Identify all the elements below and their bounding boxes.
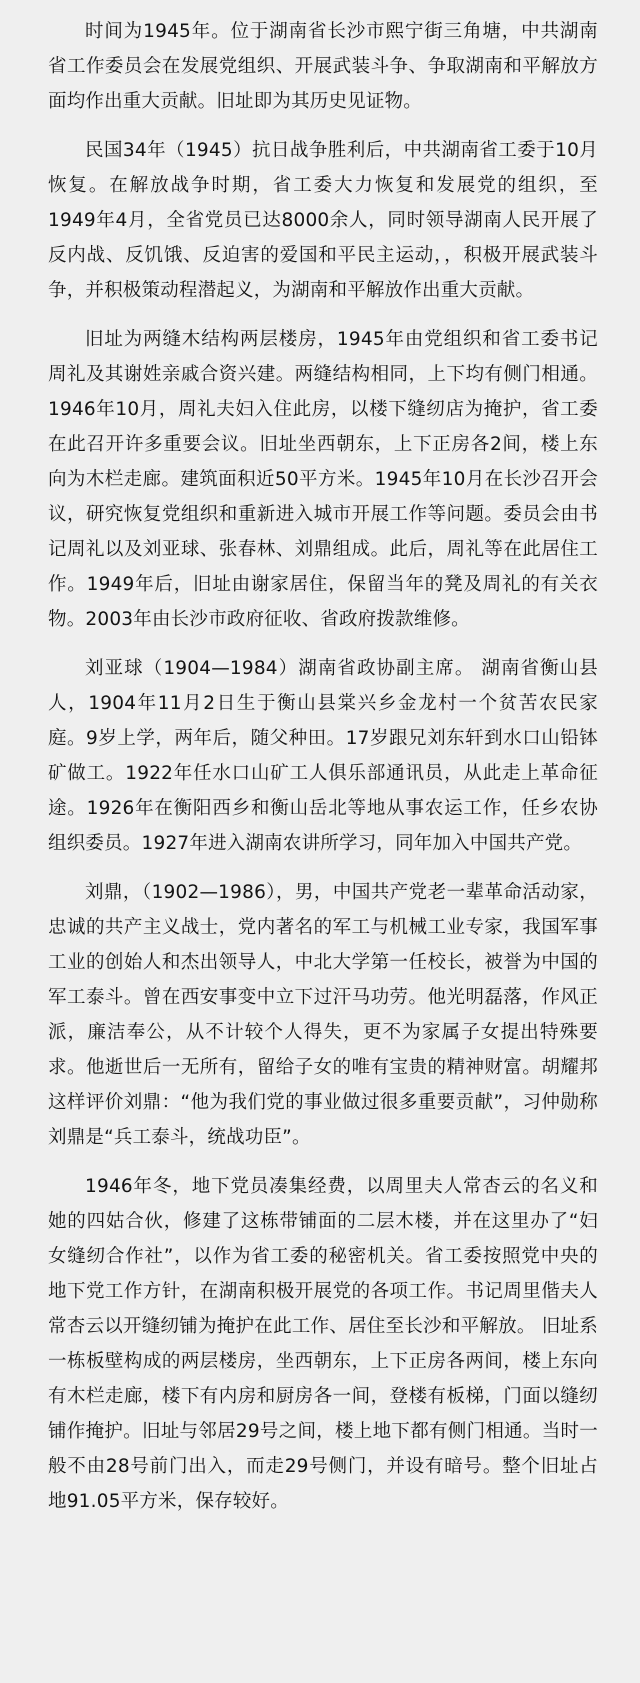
paragraph: 民国34年（1945）抗日战争胜利后，中共湖南省工委于10月恢复。在解放战争时期，省工委大力恢复和发展党的组织，至1949年4月，全省党员已达8000余人，同时领导湖南人民开展了反内战、反饥饿、反迫害的爱国和平民主运动，，积极开展武装斗争，并积极策动程潜起义，为湖南和平解放作出重大贡献。 xyxy=(48,140,598,301)
paragraph: 旧址为两缝木结构两层楼房，1945年由党组织和省工委书记周礼及其谢姓亲戚合资兴建。两缝结构相同，上下均有侧门相通。1946年10月，周礼夫妇入住此房，以楼下缝纫店为掩护，省工委在此召开许多重要会议。旧址坐西朝东，上下正房各2间，楼上东向为木栏走廊。建筑面积近50平方米。1945年10月在长沙召开会议，研究恢复党组织和重新进入城市开展工作等问题。委员会由书记周礼以及刘亚球、张春林、刘鼎组成。此后，周礼等在此居住工作。1949年后，旧址由谢家居住，保留当年的凳及周礼的有关衣物。2003年由长沙市政府征收、省政府拨款维修。 xyxy=(48,329,598,630)
paragraph: 刘鼎，（1902—1986），男，中国共产党老一辈革命活动家，忠诚的共产主义战士，党内著名的军工与机械工业专家，我国军事工业的创始人和杰出领导人，中北大学第一任校长，被誉为中国的军工泰斗。曾在西安事变中立下过汗马功劳。他光明磊落，作风正派，廉洁奉公，从不计较个人得失，更不为家属子女提出特殊要求。他逝世后一无所有，留给子女的唯有宝贵的精神财富。胡耀邦这样评价刘鼎：“他为我们党的事业做过很多重要贡献”，习仲勋称刘鼎是“兵工泰斗，统战功臣”。 xyxy=(48,882,598,1148)
paragraph: 刘亚球（1904—1984）湖南省政协副主席。 湖南省衡山县人，1904年11月2日生于衡山县棠兴乡金龙村一个贫苦农民家庭。9岁上学，两年后，随父种田。17岁跟兄刘东轩到水口山铅钵矿做工。1922年任水口山矿工人俱乐部通讯员，从此走上革命征途。1926年在衡阳西乡和衡山岳北等地从事农运工作，任乡农协组织委员。1927年进入湖南农讲所学习，同年加入中国共产党。 xyxy=(48,658,598,854)
paragraph: 1946年冬，地下党员凑集经费，以周里夫人常杏云的名义和她的四姑合伙，修建了这栋带铺面的二层木楼，并在这里办了“妇女缝纫合作社”，以作为省工委的秘密机关。省工委按照党中央的地下党工作方针，在湖南积极开展党的各项工作。书记周里偕夫人常杏云以开缝纫铺为掩护在此工作、居住至长沙和平解放。 旧址系一栋板壁构成的两层楼房，坐西朝东，上下正房各两间，楼上东向有木栏走廊，楼下有内房和厨房各一间，登楼有板梯，门面以缝纫铺作掩护。旧址与邻居29号之间，楼上地下都有侧门相通。当时一般不由28号前门出入，而走29号侧门，并设有暗号。整个旧址占地91.05平方米，保存较好。 xyxy=(48,1176,598,1512)
paragraph: 时间为1945年。位于湖南省长沙市熙宁街三角塘，中共湖南省工作委员会在发展党组织、开展武装斗争、争取湖南和平解放方面均作出重大贡献。旧址即为其历史见证物。 xyxy=(48,21,598,112)
